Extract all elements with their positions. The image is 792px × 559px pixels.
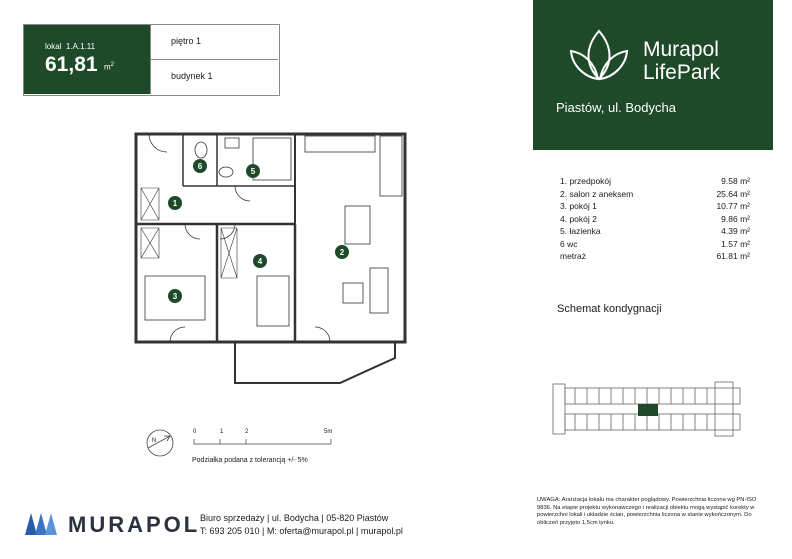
room-row: 6 wc 1.57 m² [560, 238, 750, 249]
room-row: 1. przedpokój 9.58 m² [560, 176, 750, 186]
room-number: 4 [257, 257, 263, 266]
scale-tick: 2 [245, 429, 249, 435]
unit-area: 61,81 [45, 53, 98, 76]
scale-caption: Podziałka podana z tolerancją +/- 5% [192, 457, 308, 464]
floor-schema-map [545, 380, 750, 438]
room-row-total: metraż 61.81 m² [560, 251, 750, 261]
room-number: 6 [197, 162, 203, 171]
leaf-logo-icon [568, 27, 630, 83]
scale-tick: 0 [193, 429, 197, 435]
brand-name-line1: Murapol [643, 38, 719, 61]
compass-icon [140, 426, 180, 460]
divider [151, 59, 278, 60]
room-row: 2. salon z aneksem 25.64 m² [560, 188, 750, 199]
location-label: Piastów, ul. Bodycha [556, 100, 676, 115]
building-label: budynek 1 [171, 71, 213, 81]
contact-info [200, 512, 403, 538]
floor-plan [125, 128, 415, 390]
contact-line: Biuro sprzedaży | ul. Bodycha | 05-820 Piastów [200, 513, 389, 523]
brand-name [643, 38, 720, 84]
brand-name-line2: LifePark [643, 61, 721, 84]
scale-tick: 5m [324, 429, 333, 435]
unit-id: 1.A.1.11 [65, 42, 96, 51]
room-row: 3. pokój 1 10.77 m² [560, 201, 750, 211]
room-number: 3 [172, 292, 178, 301]
unit-label-text: lokal [45, 42, 62, 51]
unit-area-unit: $m^2$ [104, 62, 115, 72]
room-number: 5 [250, 167, 256, 176]
unit-label [45, 42, 95, 51]
room-row: 5. łazienka 4.39 m² [560, 226, 750, 236]
contact-line: T: 693 205 010 | M: oferta@murapol.pl | murapol.pl [200, 526, 403, 536]
room-number: 2 [339, 248, 345, 257]
room-row: 4. pokój 2 9.86 m² [560, 213, 750, 224]
room-list [560, 175, 750, 263]
scale-bar [193, 438, 338, 446]
compass-label: N [152, 438, 157, 444]
scale-tick: 1 [220, 429, 224, 435]
murapol-logo-icon [23, 509, 61, 537]
disclaimer: UWAGA: Aranżacja lokalu ma charakter poglądowy. Powierzchnia liczona wg PN-ISO 9836. Na etapie projektu wykonawczego i realizacji obiektu mogą wystąpić korekty w powierzchni lokali i układzie ścian, powierzchnia liczona w stanie wykończonym. Do obliczeń przyjęto 1,5cm tynku. [537, 497, 757, 526]
room-number: 1 [172, 199, 178, 208]
floor-schema-title: Schemat kondygnacji [557, 303, 662, 315]
murapol-wordmark: MURAPOL [68, 512, 201, 537]
unit-highlight [638, 404, 658, 416]
floor-label: piętro 1 [171, 36, 202, 46]
